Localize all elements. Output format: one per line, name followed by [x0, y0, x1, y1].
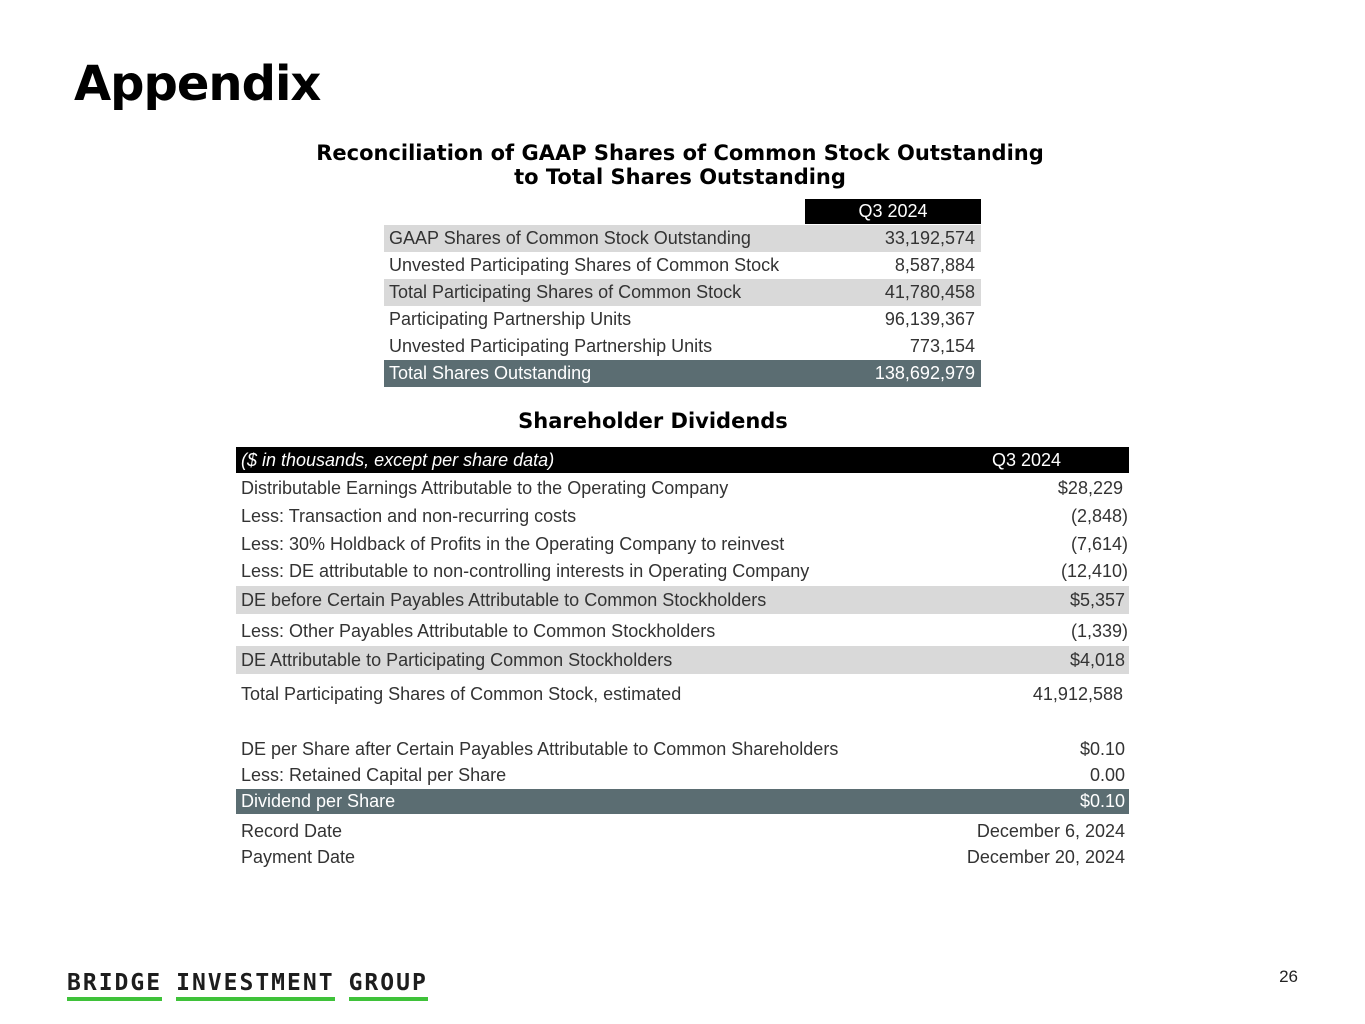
- row-label: Dividend per Share: [241, 791, 396, 811]
- table-row: [236, 762, 1129, 788]
- row-value: (7,614): [1070, 533, 1128, 554]
- logo-word-group: GROUP: [349, 970, 428, 1001]
- reconciliation-title: [300, 141, 1060, 189]
- row-value: (2,848): [1070, 505, 1128, 526]
- row-value: December 20, 2024: [966, 846, 1125, 867]
- logo-word-investment: INVESTMENT: [176, 970, 334, 1001]
- table-row: [384, 306, 981, 333]
- table-row: [384, 333, 981, 360]
- total-row: [384, 360, 981, 387]
- logo-word-bridge: BRIDGE: [67, 970, 162, 1001]
- dividends-header-note: ($ in thousands, except per share data): [241, 449, 555, 470]
- row-value: (12,410): [1060, 561, 1128, 581]
- dividends-header: [236, 447, 1129, 473]
- table-row: [236, 530, 1129, 558]
- row-label: GAAP Shares of Common Stock Outstanding: [389, 228, 751, 248]
- page-title: Appendix: [74, 56, 321, 112]
- row-value: $0.10: [1079, 791, 1125, 811]
- table-row: [384, 279, 981, 306]
- row-value: 773,154: [909, 336, 975, 356]
- row-label: Unvested Participating Shares of Common Stock: [389, 255, 780, 275]
- table-row: [384, 252, 981, 279]
- row-label: Total Participating Shares of Common Stock: [389, 282, 742, 302]
- row-value: 41,780,458: [884, 282, 975, 302]
- page-number: 26: [1279, 967, 1298, 986]
- row-label: Payment Date: [241, 846, 356, 867]
- row-value: 8,587,884: [894, 255, 975, 275]
- table-row: [236, 474, 1129, 502]
- table-row: [236, 586, 1129, 614]
- row-label: Distributable Earnings Attributable to the Operating Company: [241, 477, 729, 498]
- row-value: 138,692,979: [874, 363, 975, 383]
- total-row: [236, 789, 1129, 814]
- row-label: Less: Retained Capital per Share: [241, 764, 507, 785]
- row-value: December 6, 2024: [976, 820, 1125, 841]
- dividends-title: Shareholder Dividends: [518, 409, 788, 433]
- table-row: [236, 680, 1129, 708]
- row-value: 96,139,367: [884, 309, 975, 329]
- table-row: [384, 225, 981, 252]
- table-row: [236, 617, 1129, 645]
- table-row: [236, 818, 1129, 844]
- reconciliation-column-header: Q3 2024: [805, 199, 981, 224]
- table-row: [236, 502, 1129, 530]
- row-label: Total Participating Shares of Common Stock, estimated: [241, 683, 682, 704]
- row-label: Participating Partnership Units: [389, 309, 632, 329]
- table-row: [236, 558, 1129, 585]
- row-label: Less: DE attributable to non-controlling interests in Operating Company: [241, 561, 810, 581]
- table-row: [236, 736, 1129, 762]
- row-label: DE per Share after Certain Payables Attributable to Common Shareholders: [241, 738, 839, 759]
- company-logo: [67, 970, 428, 1002]
- reconciliation-title-line2: to Total Shares Outstanding: [514, 165, 846, 189]
- table-row: [236, 646, 1129, 674]
- row-label: Total Shares Outstanding: [389, 363, 592, 383]
- row-value: $4,018: [1069, 649, 1125, 670]
- dividends-column-header: Q3 2024: [991, 449, 1061, 470]
- row-value: 33,192,574: [884, 228, 975, 248]
- row-value: 0.00: [1089, 764, 1125, 785]
- row-label: Less: Other Payables Attributable to Common Stockholders: [241, 620, 716, 641]
- row-value: $5,357: [1069, 589, 1125, 610]
- row-value: 41,912,588: [1032, 683, 1123, 704]
- row-label: Less: 30% Holdback of Profits in the Operating Company to reinvest: [241, 533, 785, 554]
- row-label: DE before Certain Payables Attributable to Common Stockholders: [241, 589, 767, 610]
- row-label: Less: Transaction and non-recurring costs: [241, 505, 577, 526]
- row-value: $0.10: [1079, 738, 1125, 759]
- row-value: $28,229: [1057, 477, 1123, 498]
- table-row: [236, 844, 1129, 870]
- row-value: (1,339): [1070, 620, 1128, 641]
- reconciliation-title-line1: Reconciliation of GAAP Shares of Common Stock Outstanding: [316, 141, 1044, 165]
- row-label: Unvested Participating Partnership Units: [389, 336, 713, 356]
- row-label: Record Date: [241, 820, 343, 841]
- row-label: DE Attributable to Participating Common Stockholders: [241, 649, 673, 670]
